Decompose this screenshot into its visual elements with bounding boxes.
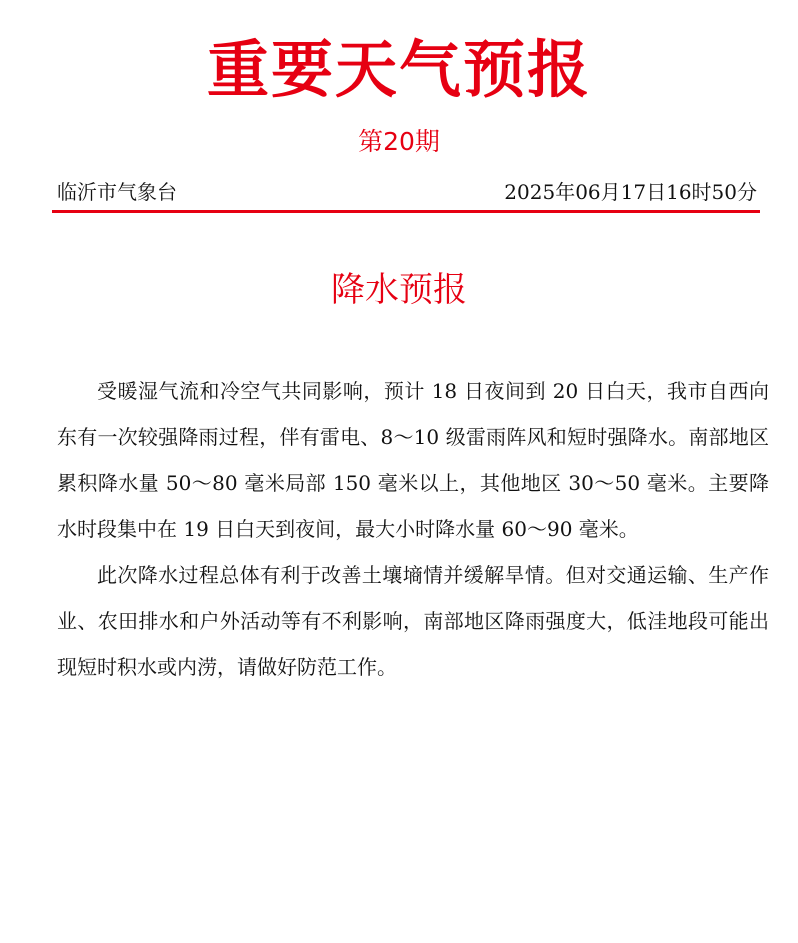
meta-row: [57, 176, 757, 208]
issue-datetime: 2025年06月17日16时50分: [504, 180, 757, 204]
issue-number: 第20期: [358, 127, 440, 156]
body-paragraph: 此次降水过程总体有利于改善土壤墒情并缓解旱情。但对交通运输、生产作业、农田排水和户外活动等有不利影响，南部地区降雨强度大，低洼地段可能出现短时积水或内涝，请做好防范工作。: [57, 563, 769, 679]
header-divider: [52, 210, 760, 213]
body-paragraph: 受暖湿气流和冷空气共同影响，预计 18 日夜间到 20 日白天，我市自西向东有一次较强降雨过程，伴有雷电、8～10 级雷雨阵风和短时强降水。南部地区累积降水量 50～80 毫米局部 150 毫米以上，其他地区 30～50 毫米。主要降水时段集中在 19 日白天到夜间，最大小时降水量 60～90 毫米。: [57, 379, 769, 541]
issuing-agency: 临沂市气象台: [57, 180, 177, 204]
forecast-body: [57, 368, 769, 690]
document-title: 重要天气预报: [206, 33, 591, 106]
section-title: 降水预报: [331, 270, 467, 310]
